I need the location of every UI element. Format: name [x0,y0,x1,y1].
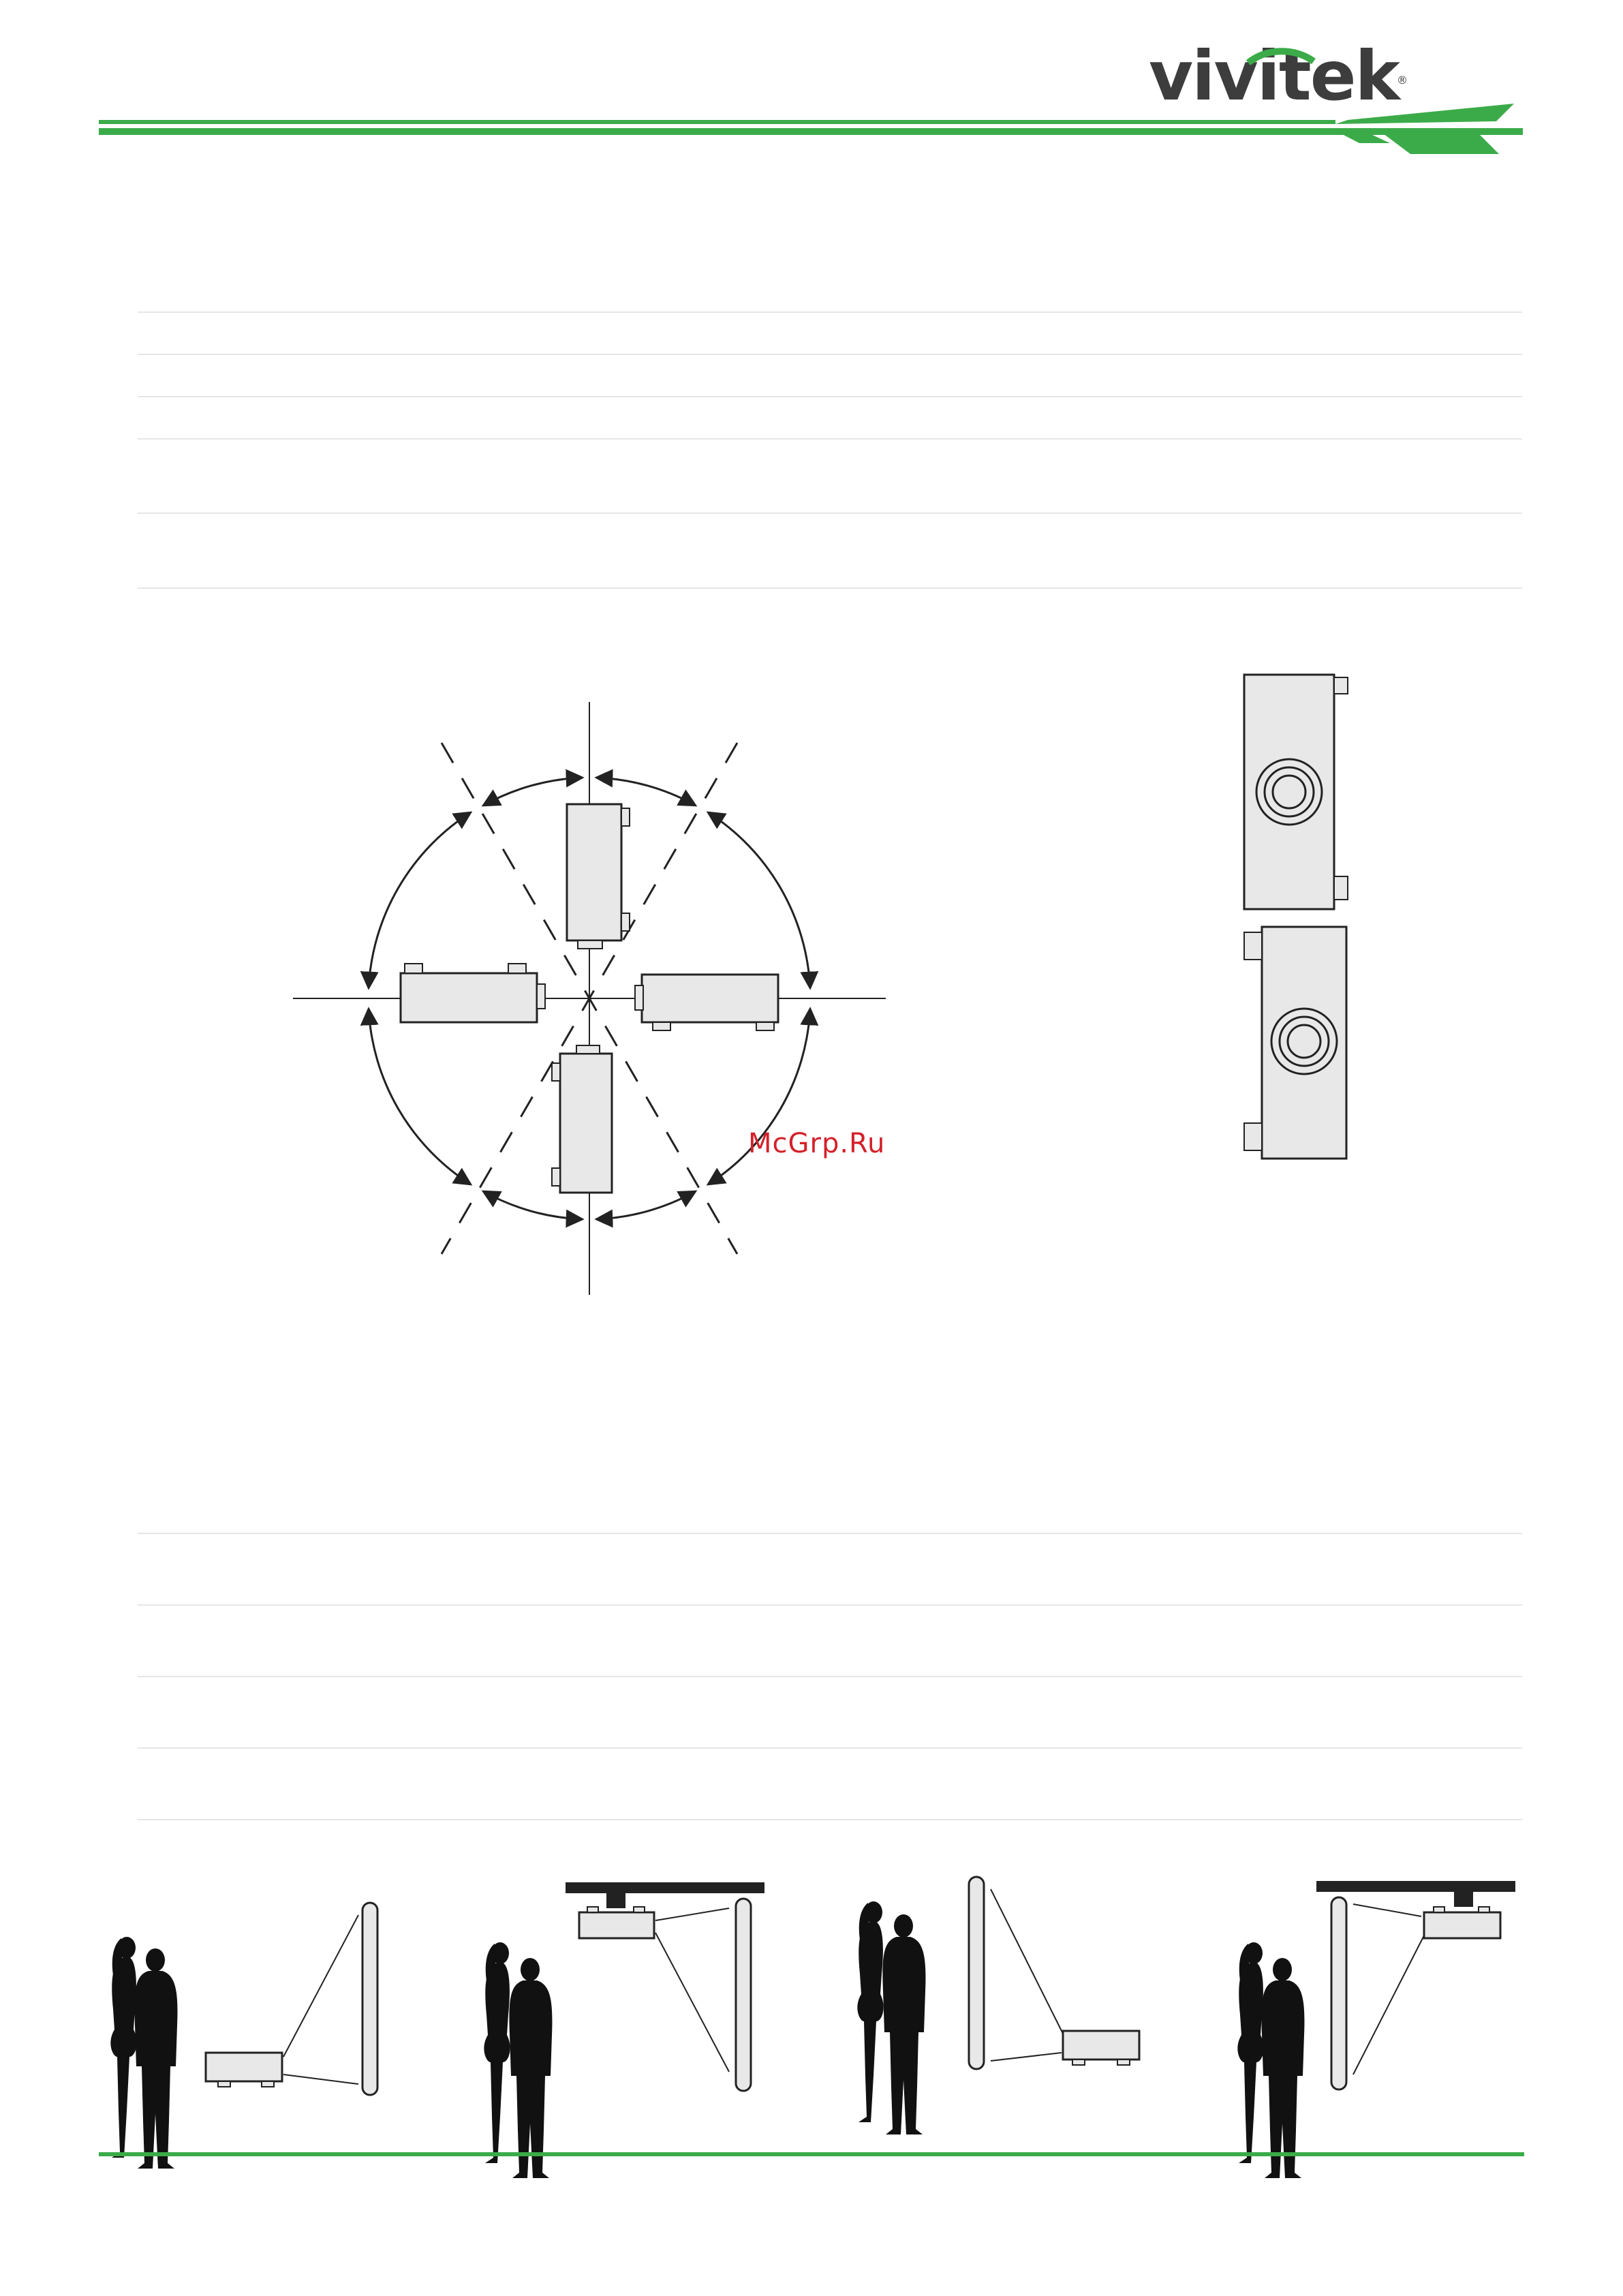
registered-mark: ® [1397,74,1408,87]
rotation-projector-top [567,804,630,949]
install-rear-ceiling [1237,1881,1515,2178]
watermark: McGrp.Ru [748,1128,886,1159]
rotation-projector-right [635,975,778,1030]
footer-rule [99,2152,1524,2156]
rotation-diagram [293,702,886,1295]
vivitek-logo: vivitek [1149,36,1400,116]
install-front-desktop [110,1903,377,2169]
projector-portrait-lens-left [1244,927,1346,1159]
rotation-projector-bottom [552,1045,612,1193]
install-rear-desktop [857,1877,1139,2134]
install-front-ceiling [484,1882,764,2178]
header-stripes [99,51,1523,154]
projector-portrait-lens-right [1244,675,1348,909]
rotation-projector-left [401,964,545,1022]
